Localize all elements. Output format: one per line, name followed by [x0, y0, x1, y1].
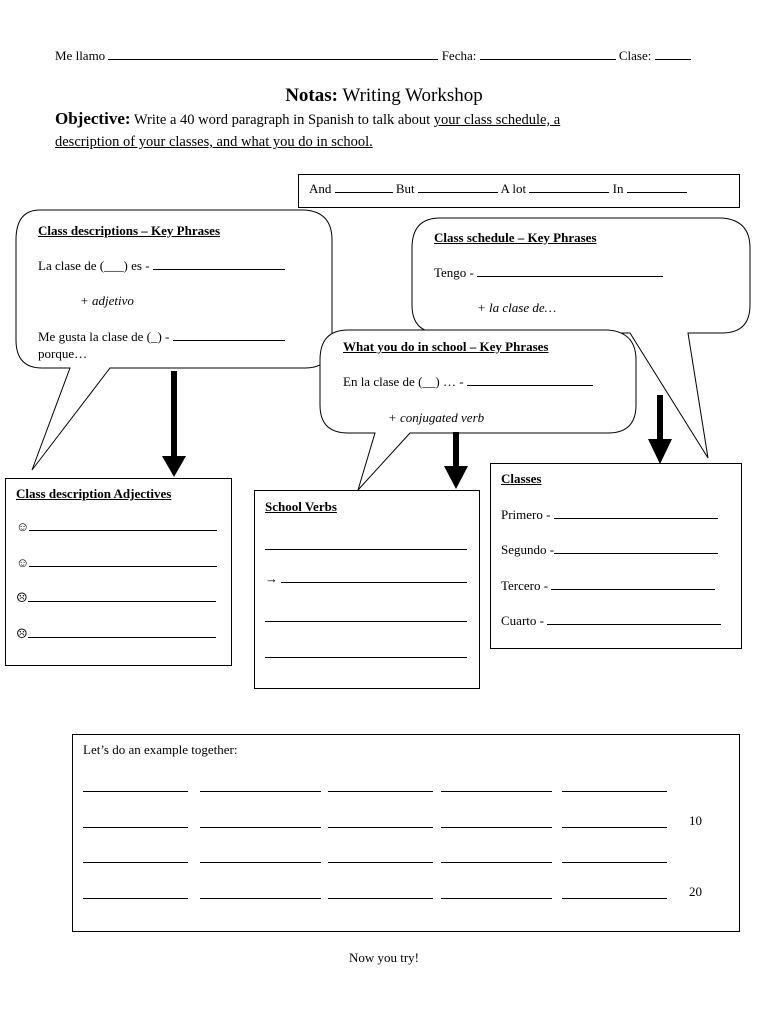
connector-and: And [309, 181, 332, 196]
arrow-to-verbs [444, 432, 468, 489]
class-row-2 [501, 542, 718, 558]
date-label: Fecha: [441, 48, 477, 63]
school-line1-field[interactable] [467, 375, 593, 386]
class-field-1[interactable] [554, 508, 718, 519]
example-blank[interactable] [441, 791, 552, 792]
descriptions-line2b: porque… [38, 346, 88, 361]
example-blank[interactable] [83, 862, 188, 863]
adjective-row-2 [16, 555, 217, 571]
adjective-field-2[interactable] [29, 556, 217, 567]
verbs-box [254, 490, 480, 689]
example-blank[interactable] [328, 791, 433, 792]
class-label-3: Tercero - [501, 578, 549, 593]
word-count-10: 10 [689, 813, 702, 828]
example-blank[interactable] [328, 827, 433, 828]
example-blank[interactable] [200, 862, 321, 863]
class-row-1 [501, 507, 718, 523]
example-blank[interactable] [200, 898, 321, 899]
example-blank[interactable] [441, 898, 552, 899]
verbs-title: School Verbs [265, 499, 337, 514]
schedule-line1 [434, 265, 663, 281]
now-you-try: Now you try! [348, 950, 420, 965]
verb-field-1[interactable] [265, 549, 467, 550]
schedule-line1-text: Tengo - [434, 265, 474, 280]
school-title [343, 339, 549, 355]
connector-but: But [395, 181, 415, 196]
connector-in: In [612, 181, 624, 196]
descriptions-line2 [38, 329, 285, 345]
example-blank[interactable] [562, 898, 667, 899]
example-blank[interactable] [328, 862, 433, 863]
schedule-line1-field[interactable] [477, 266, 663, 277]
smile-icon: ☺ [16, 555, 30, 570]
adjective-field-3[interactable] [28, 591, 216, 602]
verb-field-4[interactable] [265, 657, 467, 658]
adjectives-title: Class description Adjectives [16, 486, 172, 501]
classes-box [490, 463, 742, 649]
example-blank[interactable] [441, 827, 552, 828]
school-title-text: What you do in school – Key Phrases [343, 339, 549, 354]
adjective-row-1 [16, 519, 217, 535]
title-bold: Notas: [285, 85, 338, 106]
class-label-1: Primero - [501, 507, 551, 522]
class-field-2[interactable] [554, 543, 718, 554]
objective-underline-1: your class schedule, a [433, 112, 561, 128]
adjective-row-3 [16, 590, 216, 606]
example-blank[interactable] [83, 791, 188, 792]
schedule-hint: + la clase de… [477, 300, 557, 315]
example-blank[interactable] [200, 791, 321, 792]
example-blank[interactable] [562, 827, 667, 828]
class-field-4[interactable] [547, 614, 721, 625]
descriptions-line2-text: Me gusta la clase de (_) - [38, 329, 170, 344]
example-blank[interactable] [328, 898, 433, 899]
descriptions-title-text: Class descriptions – Key Phrases [38, 223, 220, 238]
class-field-3[interactable] [551, 579, 715, 590]
descriptions-line1 [38, 258, 285, 274]
verb-field-2[interactable] [281, 572, 467, 583]
descriptions-hint: + adjetivo [80, 293, 134, 308]
example-blank[interactable] [562, 862, 667, 863]
schedule-title [434, 230, 597, 246]
example-blank[interactable] [83, 827, 188, 828]
descriptions-line1-text: La clase de (___) es - [38, 258, 150, 273]
school-line1-text: En la clase de (__) … - [343, 374, 464, 389]
class-row-4 [501, 613, 721, 629]
example-box [72, 734, 740, 932]
verb-field-3[interactable] [265, 621, 467, 622]
objective-text: Write a 40 word paragraph in Spanish to talk about [133, 112, 431, 128]
verb-row-2 [265, 571, 467, 587]
example-intro: Let’s do an example together: [83, 742, 238, 757]
example-blank[interactable] [562, 791, 667, 792]
title-rest: Writing Workshop [342, 85, 483, 106]
connector-a-lot: A lot [500, 181, 527, 196]
schedule-title-text: Class schedule – Key Phrases [434, 230, 597, 245]
frown-icon: ☹ [16, 626, 28, 641]
example-blank[interactable] [441, 862, 552, 863]
arrow-right-icon: → [265, 571, 278, 586]
descriptions-line2-field[interactable] [173, 330, 285, 341]
class-label-2: Segundo - [501, 542, 555, 557]
adjective-row-4 [16, 626, 216, 642]
class-label-4: Cuarto - [501, 613, 544, 628]
adjectives-box [5, 478, 232, 666]
example-blank[interactable] [200, 827, 321, 828]
descriptions-line1-field[interactable] [153, 259, 285, 270]
adjective-field-4[interactable] [28, 627, 216, 638]
school-line1 [343, 374, 593, 390]
descriptions-title [38, 223, 220, 239]
frown-icon: ☹ [16, 590, 28, 605]
class-label: Clase: [618, 48, 652, 63]
classes-title: Classes [501, 471, 542, 486]
word-count-20: 20 [689, 884, 702, 899]
objective-underline-2: description of your classes, and what you do in school. [55, 134, 373, 150]
example-blank[interactable] [83, 898, 188, 899]
adjective-field-1[interactable] [29, 520, 217, 531]
name-label: Me llamo [55, 48, 106, 63]
arrow-to-adjectives [162, 371, 186, 477]
school-hint: + conjugated verb [388, 410, 485, 425]
arrow-to-classes [648, 395, 672, 464]
smile-icon: ☺ [16, 519, 30, 534]
objective-label: Objective: [55, 109, 131, 128]
class-row-3 [501, 578, 715, 594]
